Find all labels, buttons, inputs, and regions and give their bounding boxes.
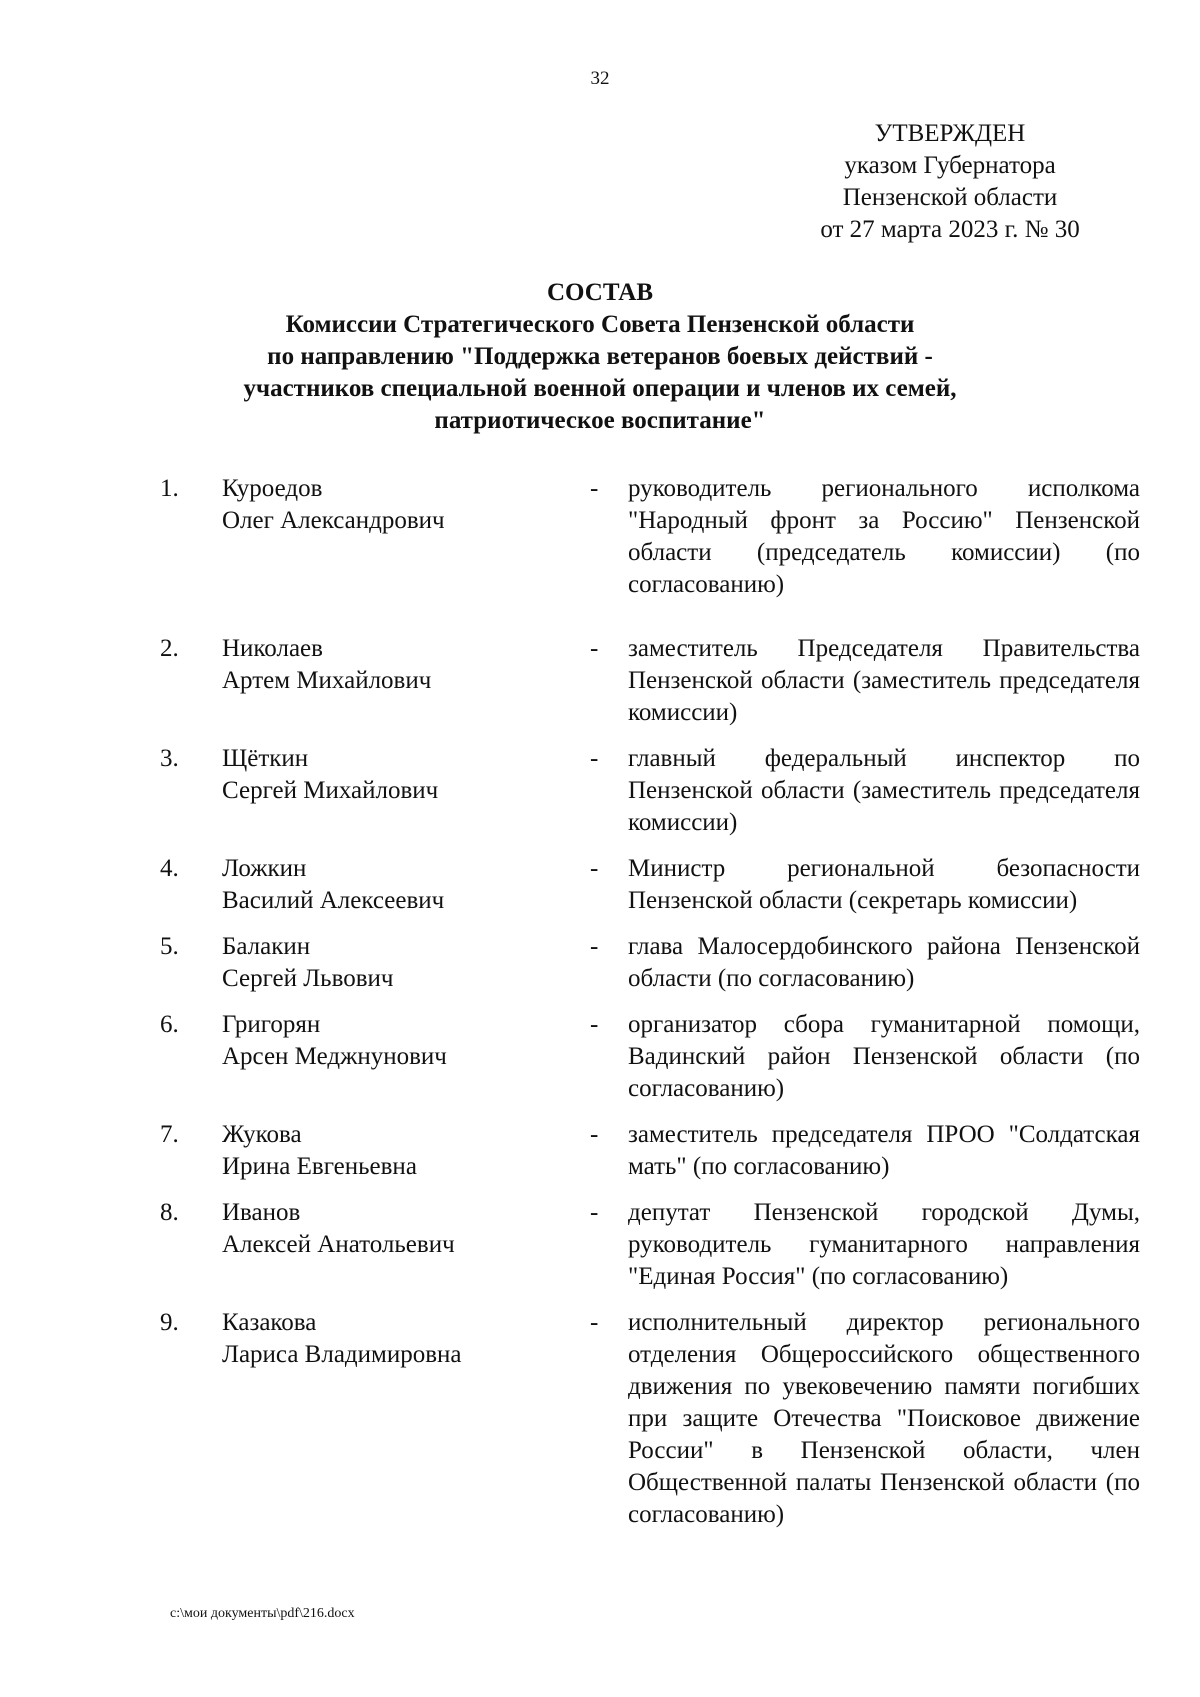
member-row: [0, 853, 1200, 917]
member-given-name: Василий Алексеевич: [222, 887, 445, 914]
approval-line: от 27 марта 2023 г. № 30: [820, 216, 1080, 243]
member-row: [0, 473, 1200, 601]
member-surname: Григорян: [222, 1011, 321, 1038]
member-surname: Ложкин: [222, 855, 307, 882]
page-number: 32: [590, 68, 610, 89]
member-name: [222, 931, 582, 995]
member-number: 8.: [160, 1199, 179, 1226]
member-description: заместитель председателя ПРОО "Солдатская мать" (по согласованию): [628, 1121, 1140, 1180]
title-line: Комиссии Стратегического Совета Пензенской области: [285, 311, 915, 338]
member-given-name: Ирина Евгеньевна: [222, 1153, 417, 1180]
member-number: 7.: [160, 1121, 179, 1148]
document-title: [160, 277, 1040, 437]
member-row: [0, 1009, 1200, 1105]
member-row: [0, 1197, 1200, 1293]
member-name: [222, 1119, 582, 1183]
member-given-name: Арсен Меджнунович: [222, 1043, 447, 1070]
title-line: участников специальной военной операции и членов их семей,: [243, 375, 957, 402]
member-number: 4.: [160, 855, 179, 882]
member-number: 3.: [160, 745, 179, 772]
member-name: [222, 633, 582, 697]
member-description: главный федеральный инспектор по Пензенской области (заместитель председателя комиссии): [628, 745, 1140, 836]
member-surname: Иванов: [222, 1199, 301, 1226]
approval-line: указом Губернатора: [844, 152, 1056, 179]
member-given-name: Лариса Владимировна: [222, 1341, 462, 1368]
title-line: по направлению "Поддержка ветеранов боевых действий -: [267, 343, 933, 370]
member-name: [222, 1009, 582, 1073]
member-name: [222, 743, 582, 807]
member-dash: -: [590, 933, 599, 960]
member-row: [0, 1119, 1200, 1183]
approval-line: Пензенской области: [842, 184, 1058, 211]
member-number: 9.: [160, 1309, 179, 1336]
member-dash: -: [590, 635, 599, 662]
member-name: [222, 1307, 582, 1371]
member-dash: -: [590, 1199, 599, 1226]
title-line: СОСТАВ: [546, 279, 654, 306]
member-row: [0, 743, 1200, 839]
member-description: глава Малосердобинского района Пензенской области (по согласованию): [628, 933, 1140, 992]
member-dash: -: [590, 475, 599, 502]
member-name: [222, 1197, 582, 1261]
approval-line: УТВЕРЖДЕН: [874, 120, 1026, 147]
member-description: депутат Пензенской городской Думы, руководитель гуманитарного направления "Единая Россия" (по согласованию): [628, 1199, 1140, 1290]
member-row: [0, 1307, 1200, 1531]
member-list: [0, 473, 1200, 1531]
member-dash: -: [590, 1309, 599, 1336]
member-dash: -: [590, 745, 599, 772]
member-number: 2.: [160, 635, 179, 662]
member-dash: -: [590, 1121, 599, 1148]
member-surname: Казакова: [222, 1309, 317, 1336]
member-description: заместитель Председателя Правительства Пензенской области (заместитель председателя комиссии): [628, 635, 1140, 726]
member-description: исполнительный директор регионального отделения Общероссийского общественного движения по увековечению памяти погибших при защите Отечества "Поисковое движение России" в Пензенской области, член Общественной палаты Пензенской области (по согласованию): [628, 1309, 1140, 1528]
member-description: руководитель регионального исполкома "Народный фронт за Россию" Пензенской области (председатель комиссии) (по согласованию): [628, 475, 1140, 598]
approval-stamp: [780, 118, 1120, 246]
footer-file-path: c:\мои документы\pdf\216.docx: [170, 1606, 355, 1621]
member-dash: -: [590, 1011, 599, 1038]
member-row: [0, 931, 1200, 995]
member-name: [222, 473, 582, 537]
title-line: патриотическое воспитание": [434, 407, 766, 434]
member-name: [222, 853, 582, 917]
member-given-name: Олег Александрович: [222, 507, 445, 534]
member-number: 6.: [160, 1011, 179, 1038]
member-given-name: Алексей Анатольевич: [222, 1231, 455, 1258]
member-number: 5.: [160, 933, 179, 960]
member-surname: Балакин: [222, 933, 311, 960]
member-surname: Николаев: [222, 635, 323, 662]
member-surname: Куроедов: [222, 475, 323, 502]
member-surname: Жукова: [222, 1121, 302, 1148]
member-row: [0, 633, 1200, 729]
member-description: организатор сбора гуманитарной помощи, Вадинский район Пензенской области (по согласованию): [628, 1011, 1140, 1102]
member-surname: Щёткин: [222, 745, 309, 772]
member-given-name: Артем Михайлович: [222, 667, 432, 694]
member-number: 1.: [160, 475, 179, 502]
member-given-name: Сергей Львович: [222, 965, 394, 992]
member-dash: -: [590, 855, 599, 882]
member-description: Министр региональной безопасности Пензенской области (секретарь комиссии): [628, 855, 1140, 914]
member-given-name: Сергей Михайлович: [222, 777, 439, 804]
